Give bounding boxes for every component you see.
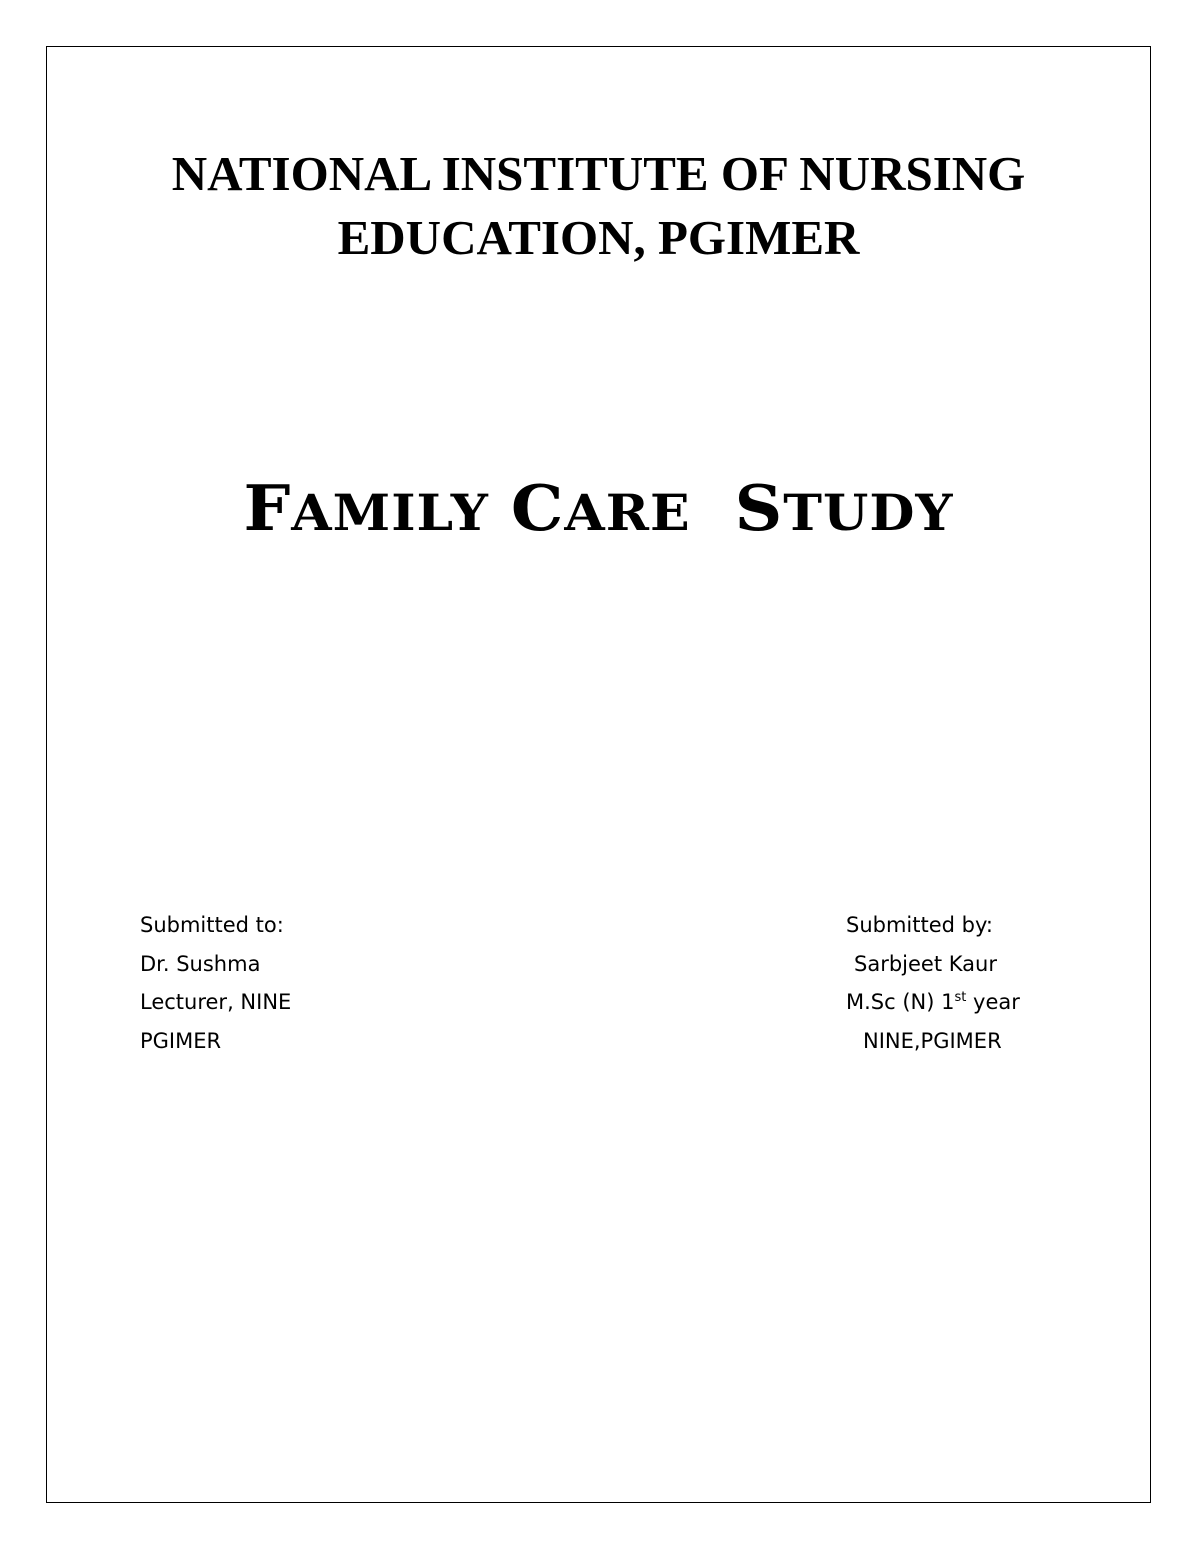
institute-title-line-2: EDUCATION, PGIMER bbox=[337, 210, 860, 265]
submitted-by-course-superscript: st bbox=[954, 990, 967, 1005]
institute-title bbox=[46, 142, 1151, 270]
submitted-by-course bbox=[846, 983, 1020, 1022]
submitted-by-course-suffix: year bbox=[966, 990, 1020, 1014]
study-title-word3-rest: TUDY bbox=[783, 484, 954, 543]
institute-title-line-1: NATIONAL INSTITUTE OF NURSING bbox=[171, 146, 1026, 201]
submitted-by-course-prefix: M.Sc (N) 1 bbox=[846, 990, 955, 1014]
submitted-to-designation: Lecturer, NINE bbox=[140, 990, 292, 1014]
study-title-word3-initial: S bbox=[734, 471, 784, 546]
submitted-to-name: Dr. Sushma bbox=[140, 951, 261, 976]
submitted-by-block bbox=[846, 906, 1020, 1060]
submitted-to-block bbox=[140, 906, 291, 1060]
submitted-by-label: Submitted by: bbox=[846, 913, 993, 937]
submitted-by-institution: NINE,PGIMER bbox=[863, 1028, 1002, 1053]
study-title-word2-initial: C bbox=[510, 471, 565, 546]
submitted-to-institution: PGIMER bbox=[140, 1028, 222, 1053]
study-title-word2-rest: ARE bbox=[564, 484, 691, 543]
study-title-word1-rest: AMILY bbox=[291, 484, 489, 543]
submitted-to-label: Submitted to: bbox=[140, 913, 284, 937]
study-title-word1-initial: F bbox=[243, 471, 292, 546]
study-title bbox=[46, 470, 1151, 552]
submitted-by-name: Sarbjeet Kaur bbox=[854, 951, 997, 976]
